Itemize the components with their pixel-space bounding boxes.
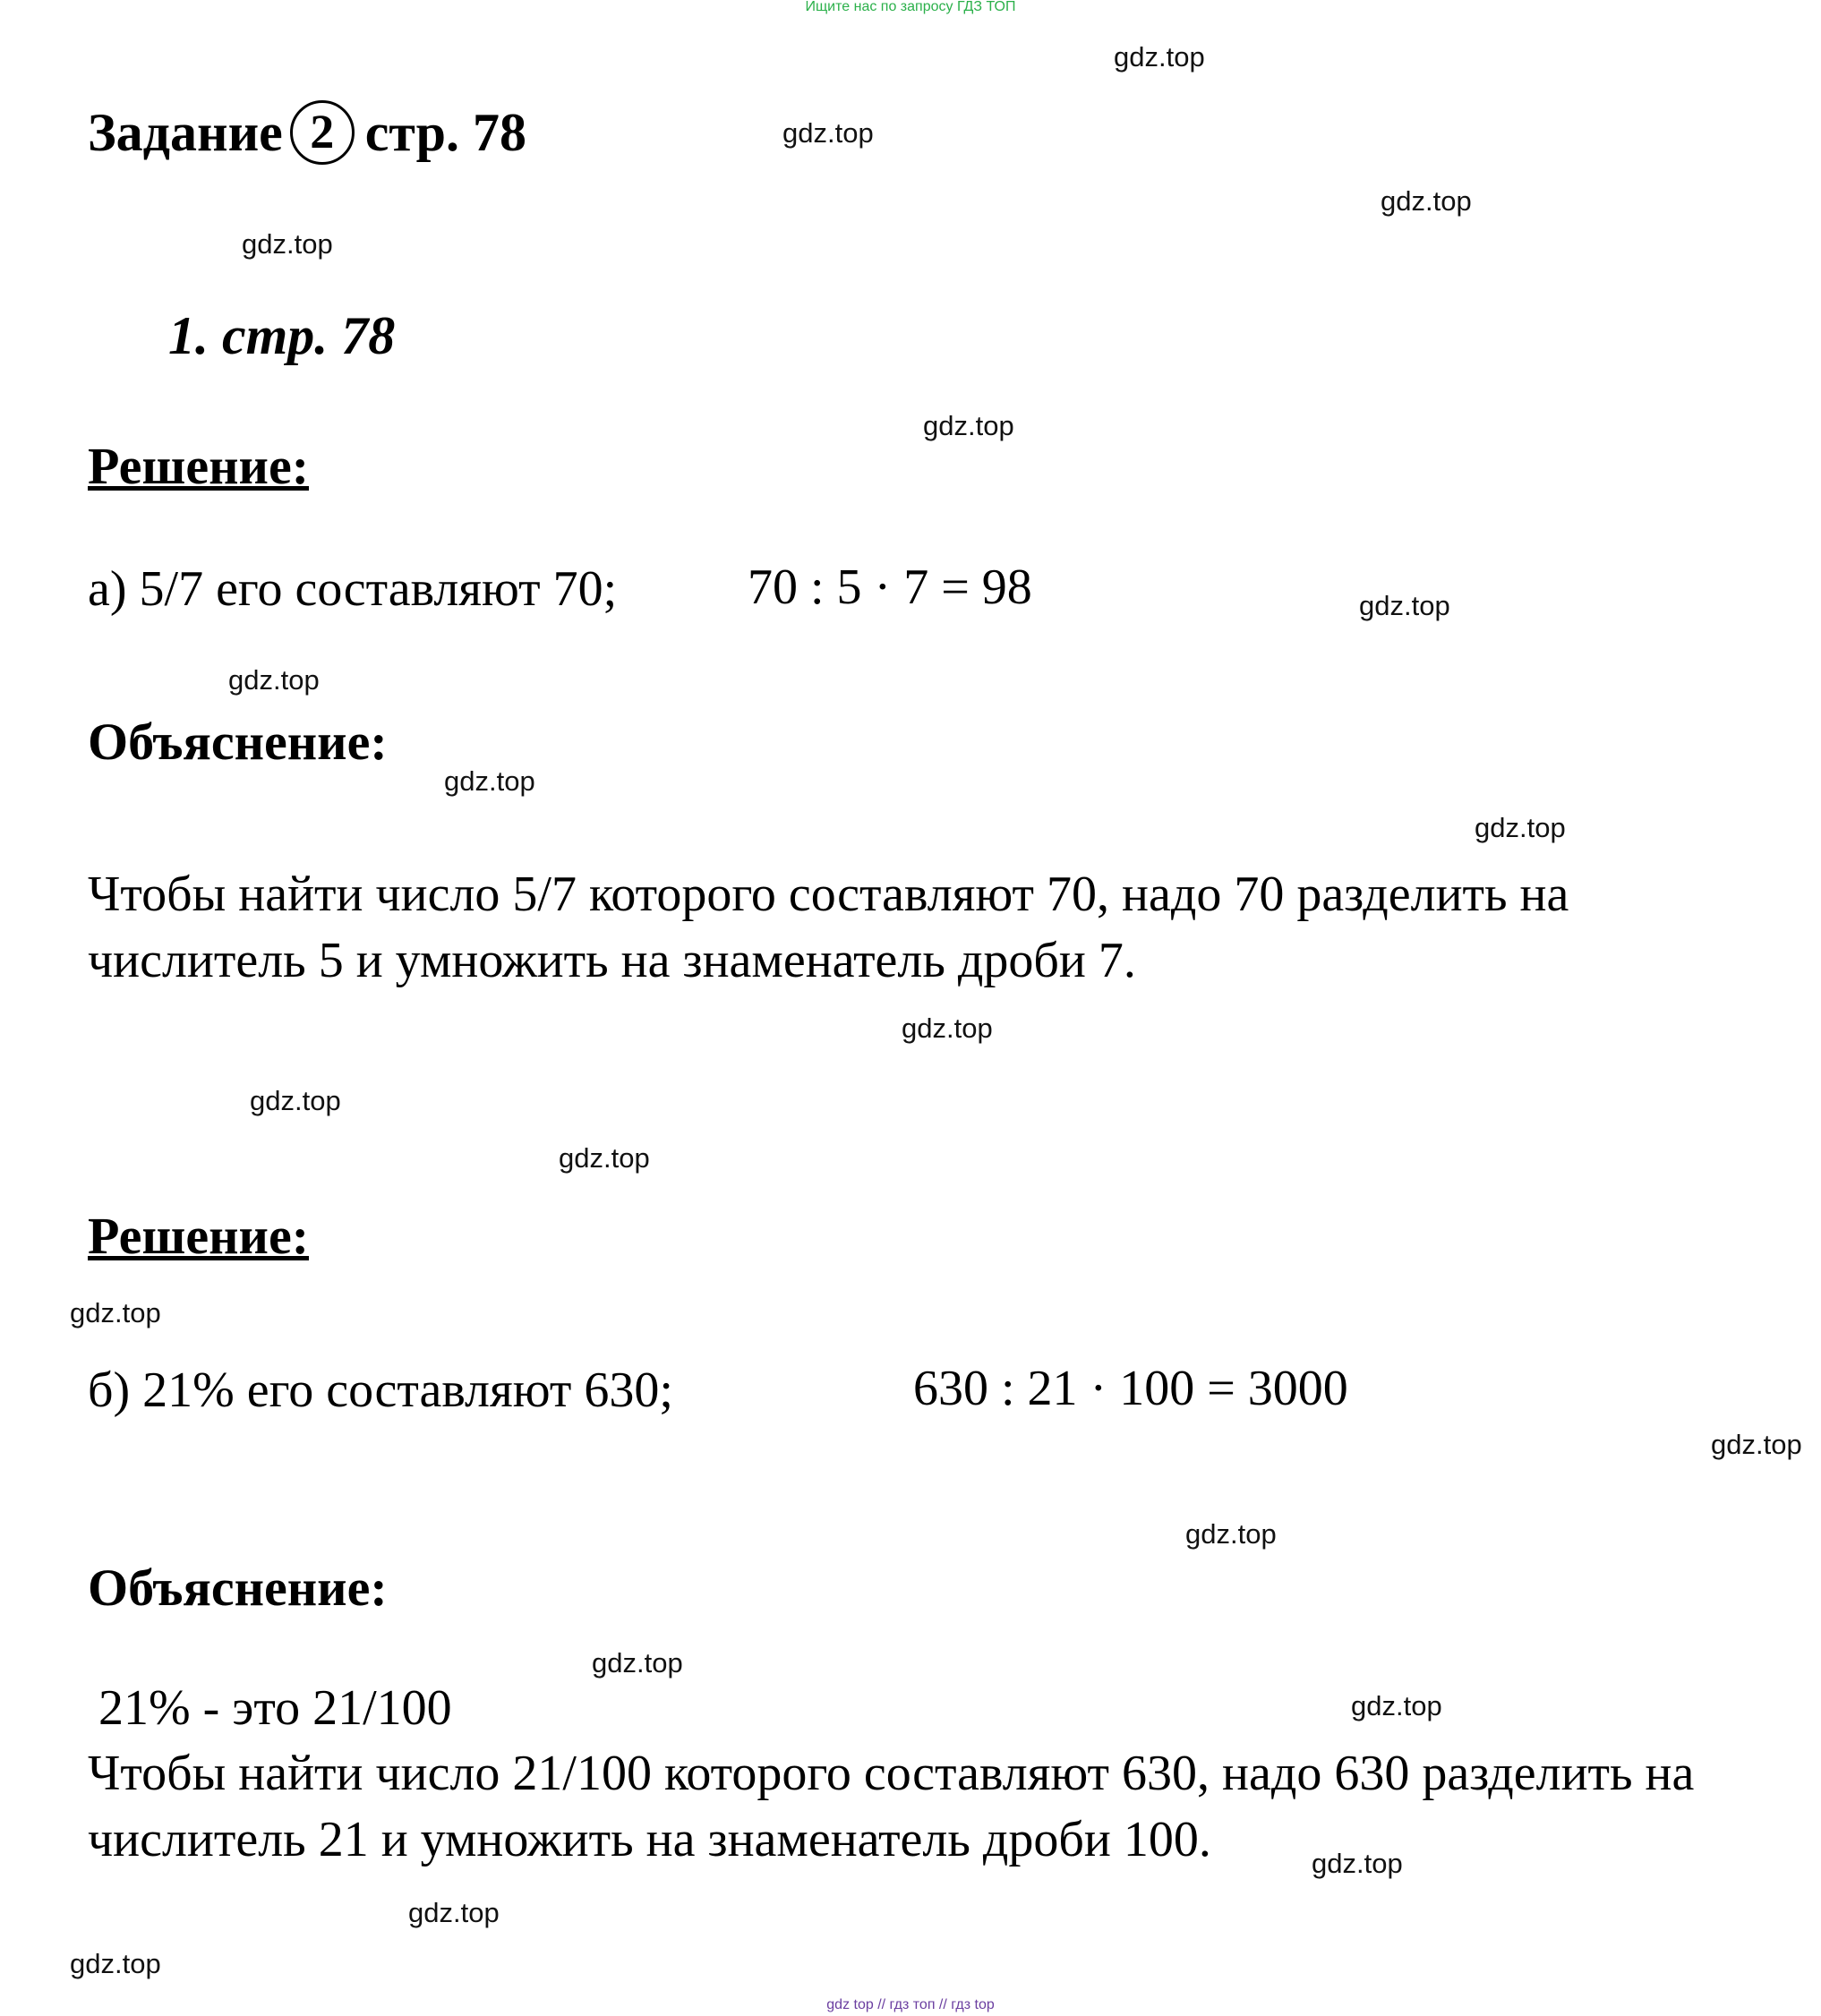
watermark: gdz.top — [408, 1897, 500, 1928]
solution-label-a: Решение: — [88, 437, 310, 495]
watermark: gdz.top — [70, 1297, 161, 1328]
watermark: gdz.top — [1381, 185, 1472, 217]
watermark: gdz.top — [1312, 1848, 1403, 1879]
watermark: gdz.top — [592, 1647, 683, 1679]
statement-b: б) 21% его составляют 630; — [88, 1363, 673, 1418]
watermark: gdz.top — [1475, 812, 1566, 843]
watermark: gdz.top — [902, 1012, 993, 1044]
explanation-a-line-2: числитель 5 и умножить на знаменатель дроби 7. — [88, 933, 1136, 988]
explanation-b — [88, 1740, 1694, 1873]
watermark: gdz.top — [782, 117, 874, 149]
watermark: gdz.top — [1114, 41, 1205, 73]
explanation-label-a: Объяснение: — [88, 713, 388, 771]
watermark: gdz.top — [242, 228, 333, 260]
explanation-label-b: Объяснение: — [88, 1559, 388, 1617]
watermark: gdz.top — [1185, 1518, 1277, 1550]
watermark: gdz.top — [1351, 1690, 1442, 1721]
watermark: gdz.top — [444, 765, 535, 797]
top-search-note: Ищите нас по запросу ГДЗ ТОП — [805, 0, 1016, 14]
task-heading-page: стр. 78 — [364, 103, 527, 162]
percent-note-b: 21% - это 21/100 — [98, 1680, 452, 1736]
explanation-a — [88, 861, 1569, 994]
watermark: gdz.top — [228, 664, 320, 696]
explanation-b-line-2: числитель 21 и умножить на знаменатель дроби 100. — [88, 1812, 1211, 1867]
task-heading-prefix: Задание — [88, 103, 283, 162]
calculation-a: 70 : 5 · 7 = 98 — [748, 560, 1032, 615]
task-number-circle: 2 — [290, 100, 355, 165]
bottom-footer-note: gdz top // гдз топ // гдз top — [826, 1997, 995, 2012]
explanation-b-line-1: Чтобы найти число 21/100 которого составляют 630, надо 630 разделить на — [88, 1746, 1695, 1801]
watermark: gdz.top — [923, 410, 1014, 441]
watermark: gdz.top — [1359, 590, 1450, 621]
watermark: gdz.top — [559, 1142, 650, 1174]
exercise-subheading: 1. стр. 78 — [168, 306, 396, 365]
explanation-a-line-1: Чтобы найти число 5/7 которого составляют 70, надо 70 разделить на — [88, 867, 1569, 922]
watermark: gdz.top — [1711, 1429, 1802, 1460]
task-heading — [88, 103, 527, 170]
solution-label-b: Решение: — [88, 1207, 310, 1265]
statement-a: а) 5/7 его составляют 70; — [88, 561, 618, 617]
calculation-b: 630 : 21 · 100 = 3000 — [913, 1361, 1348, 1416]
watermark: gdz.top — [250, 1085, 341, 1116]
watermark: gdz.top — [70, 1948, 161, 1979]
